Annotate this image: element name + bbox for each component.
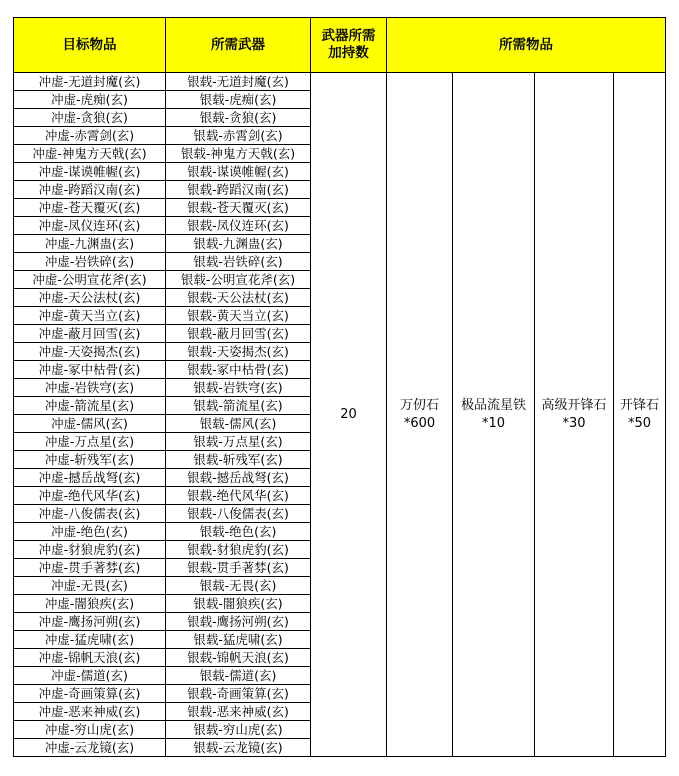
required-weapon-cell: 银载-斩残军(玄): [166, 451, 311, 469]
required-weapon-cell: 银载-天姿揭杰(玄): [166, 343, 311, 361]
target-item-cell: 冲虚-奇画策算(玄): [14, 685, 166, 703]
target-item-cell: 冲虚-公明宣花斧(玄): [14, 271, 166, 289]
required-weapon-cell: 银载-鹰扬河朔(玄): [166, 613, 311, 631]
target-item-cell: 冲虚-谋谟帷幄(玄): [14, 163, 166, 181]
material-cell: [387, 73, 453, 757]
target-item-cell: 冲虚-无畏(玄): [14, 577, 166, 595]
required-weapon-cell: 银载-豺狼虎豹(玄): [166, 541, 311, 559]
material-qty: *30: [562, 415, 586, 431]
table-body: [14, 73, 666, 757]
required-weapon-cell: 银载-黄天当立(玄): [166, 307, 311, 325]
material-cell: [614, 73, 666, 757]
target-item-cell: 冲虚-儒风(玄): [14, 415, 166, 433]
material-name: 开锋石: [619, 397, 659, 413]
target-item-cell: 冲虚-苍天覆灭(玄): [14, 199, 166, 217]
target-item-cell: 冲虚-豺狼虎豹(玄): [14, 541, 166, 559]
required-weapon-cell: 银载-云龙镜(玄): [166, 739, 311, 757]
required-weapon-cell: 银载-八俊儒表(玄): [166, 505, 311, 523]
required-weapon-cell: 银载-猛虎啸(玄): [166, 631, 311, 649]
required-weapon-cell: 银载-贯手著棼(玄): [166, 559, 311, 577]
target-item-cell: 冲虚-恶来神威(玄): [14, 703, 166, 721]
required-weapon-cell: 银载-赤霄剑(玄): [166, 127, 311, 145]
required-weapon-cell: 银载-无道封魔(玄): [166, 73, 311, 91]
required-weapon-cell: 银载-九渊蛊(玄): [166, 235, 311, 253]
required-weapon-cell: 银载-神鬼方天戟(玄): [166, 145, 311, 163]
required-weapon-cell: 银载-锦帆天浪(玄): [166, 649, 311, 667]
header-count-line2: 加持数: [328, 45, 369, 61]
target-item-cell: 冲虚-鹰扬河朔(玄): [14, 613, 166, 631]
required-weapon-cell: 银载-万点星(玄): [166, 433, 311, 451]
target-item-cell: 冲虚-贪狼(玄): [14, 109, 166, 127]
required-weapon-cell: 银载-箭流星(玄): [166, 397, 311, 415]
target-item-cell: 冲虚-斩残军(玄): [14, 451, 166, 469]
target-item-cell: 冲虚-岩铁碎(玄): [14, 253, 166, 271]
required-weapon-cell: 银载-天公法杖(玄): [166, 289, 311, 307]
required-weapon-cell: 银载-苍天覆灭(玄): [166, 199, 311, 217]
target-item-cell: 冲虚-绝代风华(玄): [14, 487, 166, 505]
required-weapon-cell: 银载-穷山虎(玄): [166, 721, 311, 739]
material-name: 万仞石: [399, 397, 439, 413]
required-weapon-cell: 银载-闇狼疾(玄): [166, 595, 311, 613]
target-item-cell: 冲虚-岩铁穹(玄): [14, 379, 166, 397]
target-item-cell: 冲虚-云龙镜(玄): [14, 739, 166, 757]
material-cell: [453, 73, 535, 757]
target-item-cell: 冲虚-九渊蛊(玄): [14, 235, 166, 253]
target-item-cell: 冲虚-万点星(玄): [14, 433, 166, 451]
target-item-cell: 冲虚-儒道(玄): [14, 667, 166, 685]
header-row: [14, 18, 666, 73]
material-name: 极品流星铁: [460, 397, 526, 413]
target-item-cell: 冲虚-天公法杖(玄): [14, 289, 166, 307]
count-cell: 20: [311, 73, 387, 757]
required-weapon-cell: 银载-恶来神威(玄): [166, 703, 311, 721]
target-item-cell: 冲虚-跨蹈汉南(玄): [14, 181, 166, 199]
required-weapon-cell: 银载-蔽月回雪(玄): [166, 325, 311, 343]
target-item-cell: 冲虚-无道封魔(玄): [14, 73, 166, 91]
target-item-cell: 冲虚-贯手著棼(玄): [14, 559, 166, 577]
header-count: [311, 18, 387, 73]
material-cell: [535, 73, 614, 757]
target-item-cell: 冲虚-锦帆天浪(玄): [14, 649, 166, 667]
required-weapon-cell: 银载-公明宣花斧(玄): [166, 271, 311, 289]
required-weapon-cell: 银载-跨蹈汉南(玄): [166, 181, 311, 199]
target-item-cell: 冲虚-猛虎啸(玄): [14, 631, 166, 649]
target-item-cell: 冲虚-黄天当立(玄): [14, 307, 166, 325]
header-materials: 所需物品: [387, 18, 666, 73]
material-qty: *50: [627, 415, 652, 431]
upgrade-table: [13, 17, 666, 757]
material-name: 高级开锋石: [541, 397, 607, 413]
required-weapon-cell: 银载-儒道(玄): [166, 667, 311, 685]
required-weapon-cell: 银载-谋谟帷幄(玄): [166, 163, 311, 181]
header-count-line1: 武器所需: [321, 28, 376, 44]
target-item-cell: 冲虚-虎痴(玄): [14, 91, 166, 109]
target-item-cell: 冲虚-赤霄剑(玄): [14, 127, 166, 145]
target-item-cell: 冲虚-闇狼疾(玄): [14, 595, 166, 613]
target-item-cell: 冲虚-神鬼方天戟(玄): [14, 145, 166, 163]
required-weapon-cell: 银载-绝代风华(玄): [166, 487, 311, 505]
required-weapon-cell: 银载-奇画策算(玄): [166, 685, 311, 703]
target-item-cell: 冲虚-冢中枯骨(玄): [14, 361, 166, 379]
required-weapon-cell: 银载-岩铁碎(玄): [166, 253, 311, 271]
target-item-cell: 冲虚-凤仪连环(玄): [14, 217, 166, 235]
required-weapon-cell: 银载-贪狼(玄): [166, 109, 311, 127]
target-item-cell: 冲虚-八俊儒表(玄): [14, 505, 166, 523]
material-qty: *600: [403, 415, 436, 431]
table-row: [14, 73, 666, 91]
target-item-cell: 冲虚-蔽月回雪(玄): [14, 325, 166, 343]
required-weapon-cell: 银载-儒风(玄): [166, 415, 311, 433]
header-weapon: 所需武器: [166, 18, 311, 73]
required-weapon-cell: 银载-绝色(玄): [166, 523, 311, 541]
target-item-cell: 冲虚-撼岳战弩(玄): [14, 469, 166, 487]
required-weapon-cell: 银载-岩铁穹(玄): [166, 379, 311, 397]
material-qty: *10: [481, 415, 506, 431]
required-weapon-cell: 银载-凤仪连环(玄): [166, 217, 311, 235]
required-weapon-cell: 银载-虎痴(玄): [166, 91, 311, 109]
target-item-cell: 冲虚-天姿揭杰(玄): [14, 343, 166, 361]
target-item-cell: 冲虚-绝色(玄): [14, 523, 166, 541]
target-item-cell: 冲虚-穷山虎(玄): [14, 721, 166, 739]
header-target: 目标物品: [14, 18, 166, 73]
required-weapon-cell: 银载-冢中枯骨(玄): [166, 361, 311, 379]
target-item-cell: 冲虚-箭流星(玄): [14, 397, 166, 415]
required-weapon-cell: 银载-无畏(玄): [166, 577, 311, 595]
required-weapon-cell: 银载-撼岳战弩(玄): [166, 469, 311, 487]
